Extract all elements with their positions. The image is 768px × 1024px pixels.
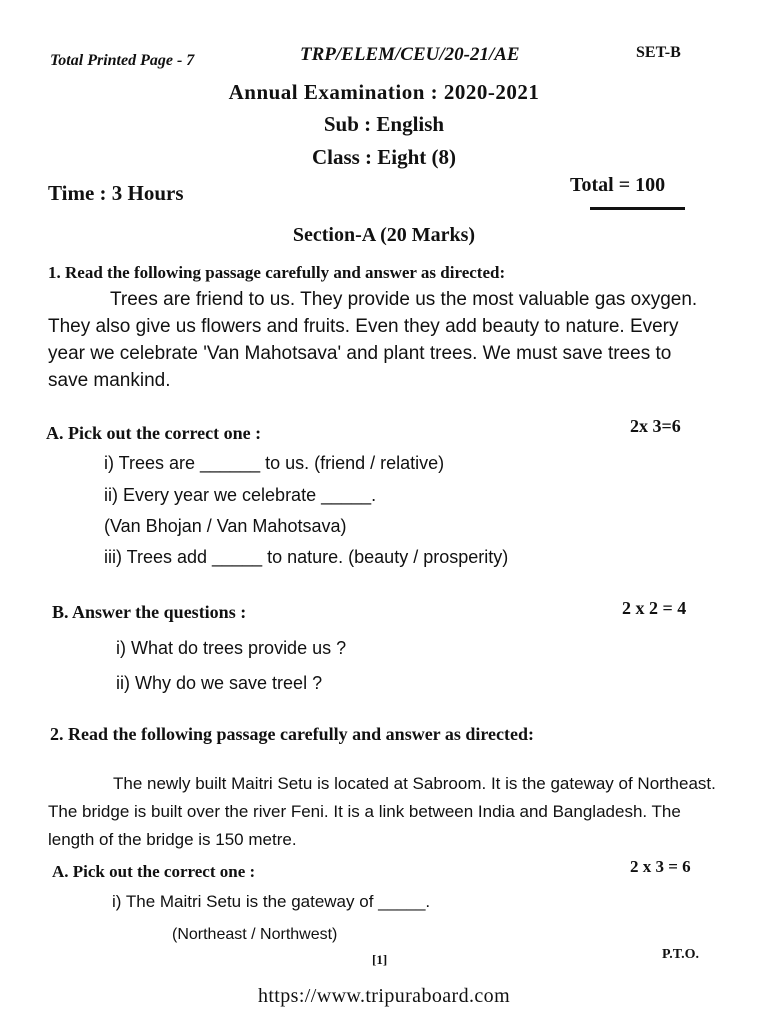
exam-title: Annual Examination : 2020-2021 — [228, 80, 540, 104]
question-2-heading: 2. Read the following passage carefully and answer as directed: — [50, 724, 534, 744]
q1-a-item-3: iii) Trees add _____ to nature. (beauty / prosperity) — [104, 547, 509, 567]
q1-a-item-2-options: (Van Bhojan / Van Mahotsava) — [104, 516, 347, 536]
page-number: [1] — [372, 952, 388, 967]
q2-a-item-1: i) The Maitri Setu is the gateway of _____. — [112, 892, 431, 911]
q2-part-a-marks: 2 x 3 = 6 — [630, 857, 691, 876]
time-label: Time : 3 Hours — [48, 181, 184, 205]
subject: Sub : English — [323, 112, 445, 136]
q1-part-a-marks: 2x 3=6 — [630, 416, 681, 436]
passage-2: The newly built Maitri Setu is located at Sabroom. It is the gateway of Northeast. The bridge is built over the river Feni. It is a link between India and Bangladesh. The length of the bridge is 150 metre. — [48, 774, 716, 849]
q1-b-item-1: i) What do trees provide us ? — [116, 638, 347, 658]
set-label: SET-B — [636, 44, 681, 61]
pto-label: P.T.O. — [662, 947, 699, 962]
q1-part-b-marks: 2 x 2 = 4 — [622, 598, 687, 618]
total-printed-page: Total Printed Page - 7 — [50, 52, 195, 69]
footer-url: https://www.tripuraboard.com — [257, 985, 511, 1007]
question-1-heading: 1. Read the following passage carefully and answer as directed: — [48, 263, 506, 282]
q1-part-b-heading: B. Answer the questions : — [52, 602, 247, 622]
section-title: Section-A (20 Marks) — [292, 224, 476, 246]
q1-b-item-2: ii) Why do we save treel ? — [116, 673, 323, 693]
q1-part-a-heading: A. Pick out the correct one : — [46, 423, 262, 443]
total-marks: Total = 100 — [570, 174, 666, 196]
q2-a-item-1-options: (Northeast / Northwest) — [172, 926, 338, 943]
q1-a-item-2: ii) Every year we celebrate _____. — [104, 485, 377, 505]
total-underline — [590, 207, 685, 210]
q2-part-a-heading: A. Pick out the correct one : — [52, 862, 256, 881]
q1-a-item-1: i) Trees are ______ to us. (friend / relative) — [104, 453, 445, 473]
paper-code: TRP/ELEM/CEU/20-21/AE — [300, 44, 520, 65]
class-label: Class : Eight (8) — [311, 145, 457, 169]
passage-1: Trees are friend to us. They provide us the most valuable gas oxygen. They also give us flowers and fruits. Even they add beauty to nature. Every year we celebrate 'Van Mahotsava' and plant trees. We must save trees to save mankind. — [48, 289, 698, 391]
